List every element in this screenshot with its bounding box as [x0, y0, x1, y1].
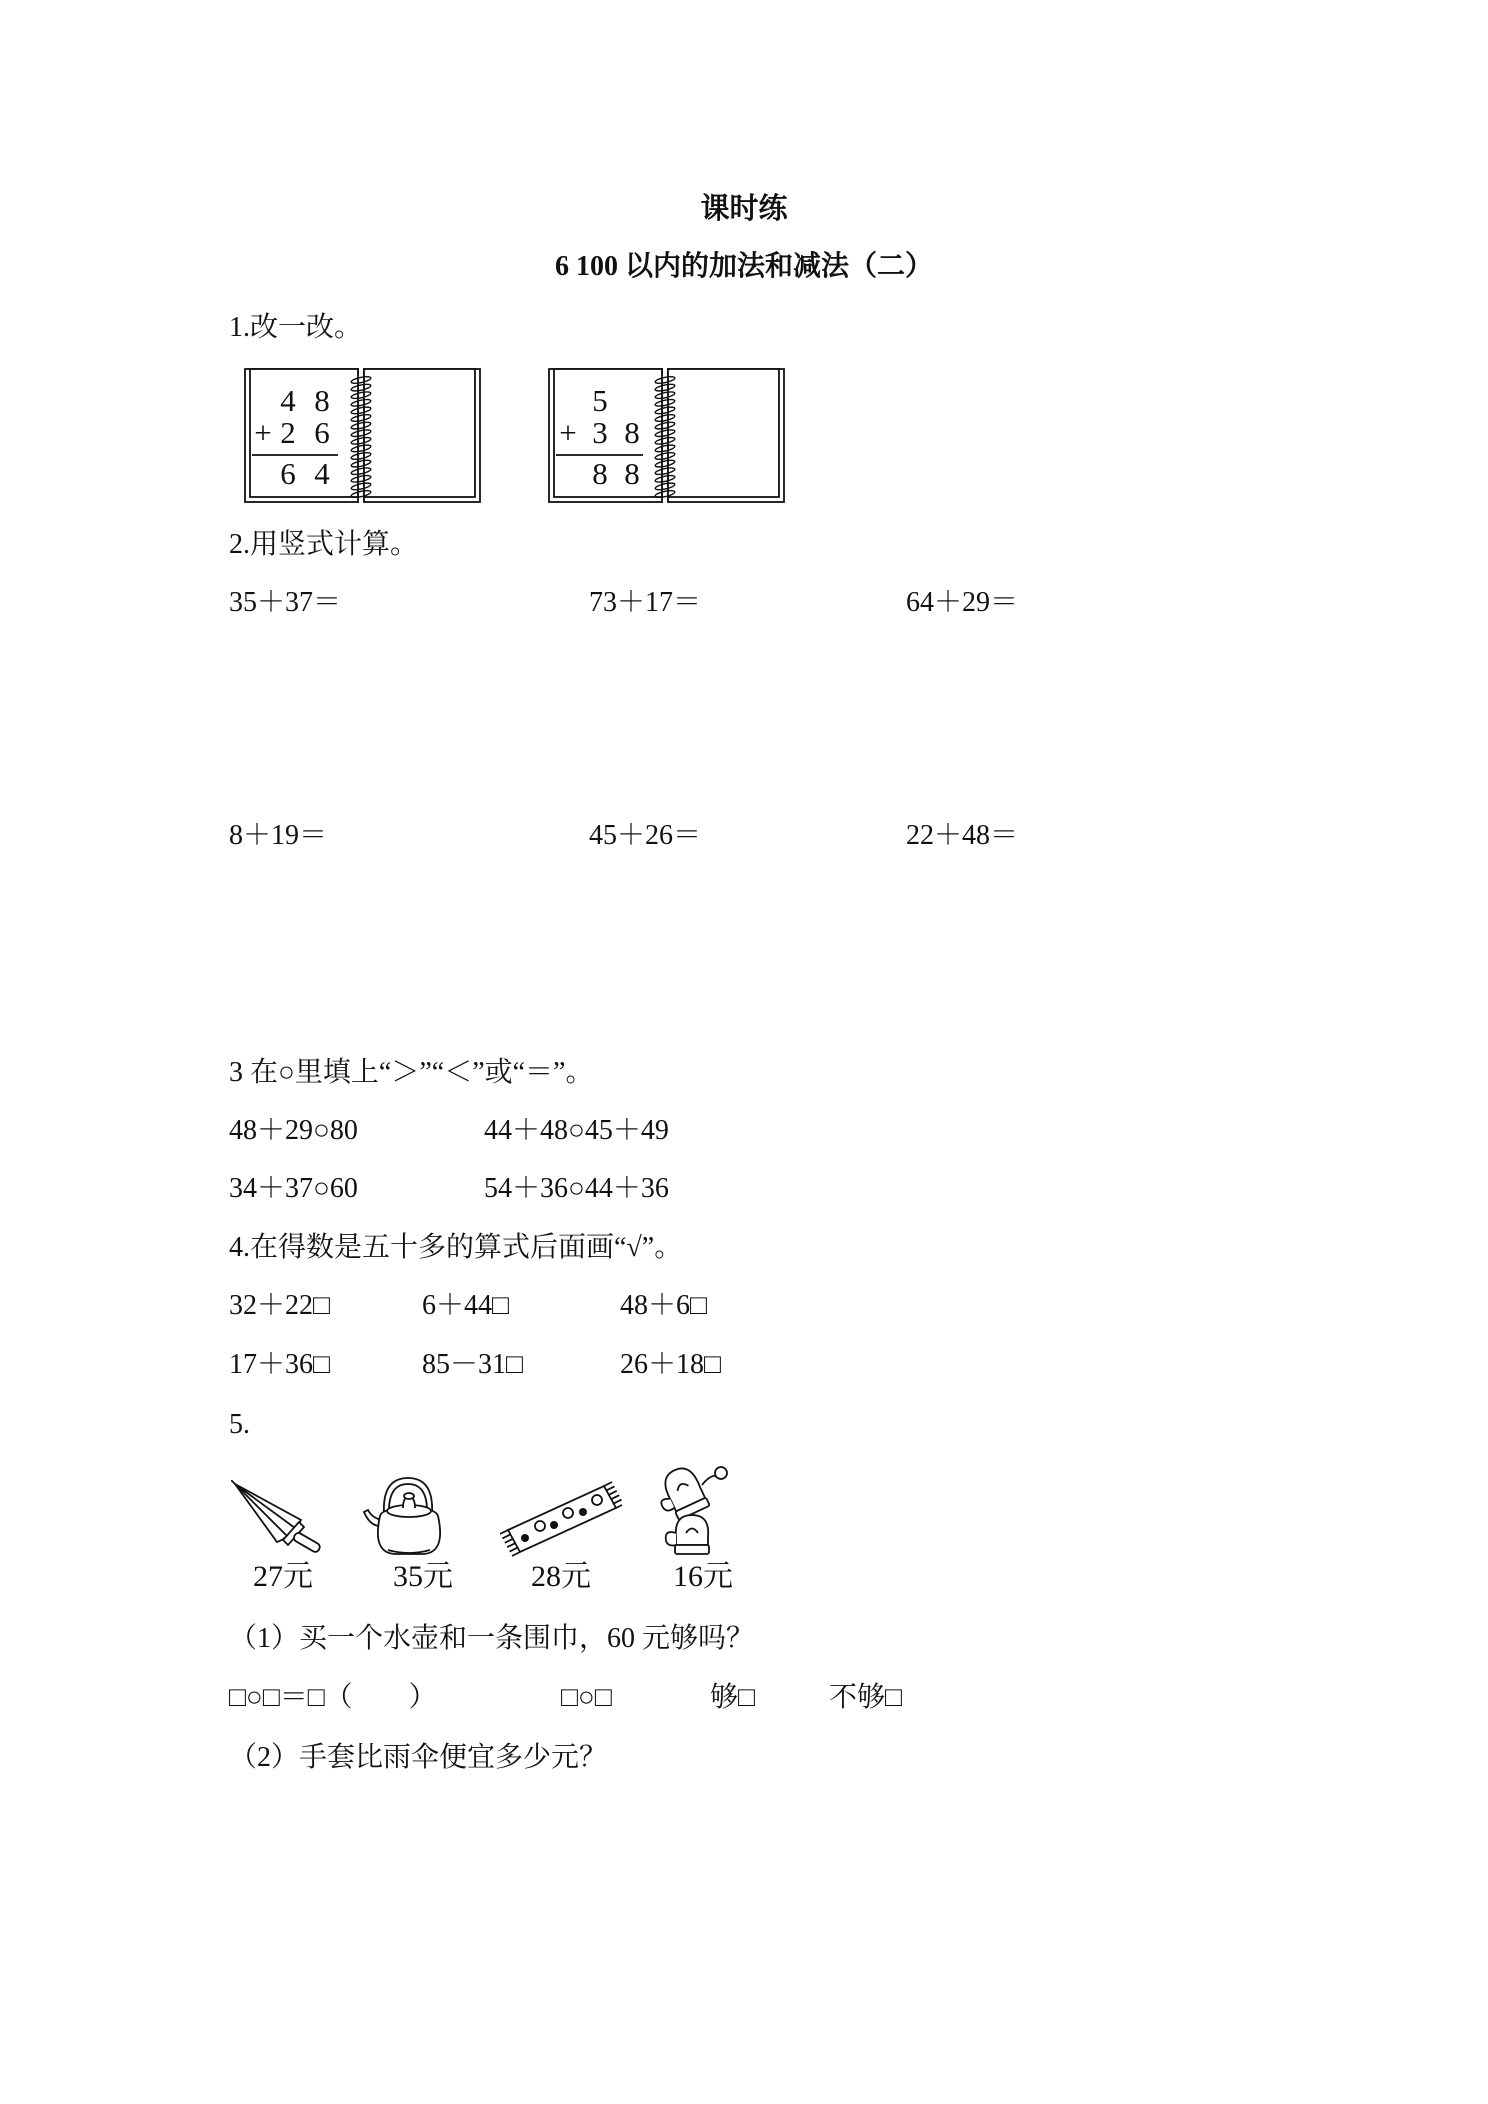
q5-part1-question: （1）买一个水壶和一条围巾，60 元够吗？ [229, 1623, 755, 1654]
check-item: 85－31□ [422, 1349, 523, 1380]
notebook-2 [547, 367, 787, 505]
q5-part2-question: （2）手套比雨伞便宜多少元？ [229, 1742, 608, 1773]
addend2-ones: 8 [624, 415, 640, 450]
scarf-price: 28元 [531, 1560, 591, 1593]
q4-label: 4.在得数是五十多的算式后面画“√”。 [229, 1232, 683, 1263]
addend1-tens: 4 [280, 383, 296, 418]
compare-item: 54＋36○44＋36 [484, 1173, 669, 1204]
q2-label: 2.用竖式计算。 [229, 529, 419, 560]
sum-ones: 8 [624, 456, 640, 491]
kettle-icon [360, 1468, 456, 1558]
plus-sign: + [559, 415, 577, 450]
sum-tens: 6 [280, 456, 296, 491]
notebook-right-page [364, 369, 475, 497]
compare-item: 34＋37○60 [229, 1173, 358, 1204]
check-item: 48＋6□ [620, 1290, 707, 1321]
sum-ones: 4 [314, 456, 330, 491]
lesson-subtitle: 6 100 以内的加法和减法（二） [554, 251, 933, 282]
check-item: 6＋44□ [422, 1290, 509, 1321]
q3-label: 3 在○里填上“＞”“＜”或“＝”。 [229, 1057, 594, 1088]
check-item: 17＋36□ [229, 1349, 330, 1380]
q5-part1-not-enough-option: 不够□ [829, 1682, 902, 1713]
addend2-tens: 2 [280, 415, 296, 450]
check-item: 26＋18□ [620, 1349, 721, 1380]
compare-item: 48＋29○80 [229, 1115, 358, 1146]
q5-part1-enough-option: 够□ [710, 1682, 755, 1713]
scarf-icon [500, 1476, 624, 1558]
q5-part1-equation: □○□＝□（ ） [229, 1682, 437, 1713]
gloves-price: 16元 [673, 1560, 733, 1593]
q5-part1-compare: □○□ [561, 1682, 612, 1713]
notebook-right-page [668, 369, 779, 497]
kettle-price: 35元 [393, 1560, 453, 1593]
addend1-ones: 8 [314, 383, 330, 418]
addend1-tens: 5 [592, 383, 608, 418]
sum-tens: 8 [592, 456, 608, 491]
plus-sign: + [254, 415, 272, 450]
vertical-calc-problem: 73＋17＝ [589, 587, 702, 618]
q5-label: 5. [229, 1409, 250, 1440]
gloves-icon [646, 1461, 736, 1557]
notebook-1 [243, 367, 483, 505]
check-item: 32＋22□ [229, 1290, 330, 1321]
vertical-calc-problem: 64＋29＝ [906, 587, 1019, 618]
vertical-calc-problem: 45＋26＝ [589, 820, 702, 851]
umbrella-price: 27元 [253, 1560, 313, 1593]
q1-label: 1.改一改。 [229, 312, 363, 343]
addend2-ones: 6 [314, 415, 330, 450]
vertical-calc-problem: 22＋48＝ [906, 820, 1019, 851]
vertical-calc-problem: 8＋19＝ [229, 820, 328, 851]
vertical-calc-problem: 35＋37＝ [229, 587, 342, 618]
compare-item: 44＋48○45＋49 [484, 1115, 669, 1146]
page-title: 课时练 [700, 193, 788, 225]
umbrella-icon [231, 1480, 325, 1554]
addend2-tens: 3 [592, 415, 608, 450]
